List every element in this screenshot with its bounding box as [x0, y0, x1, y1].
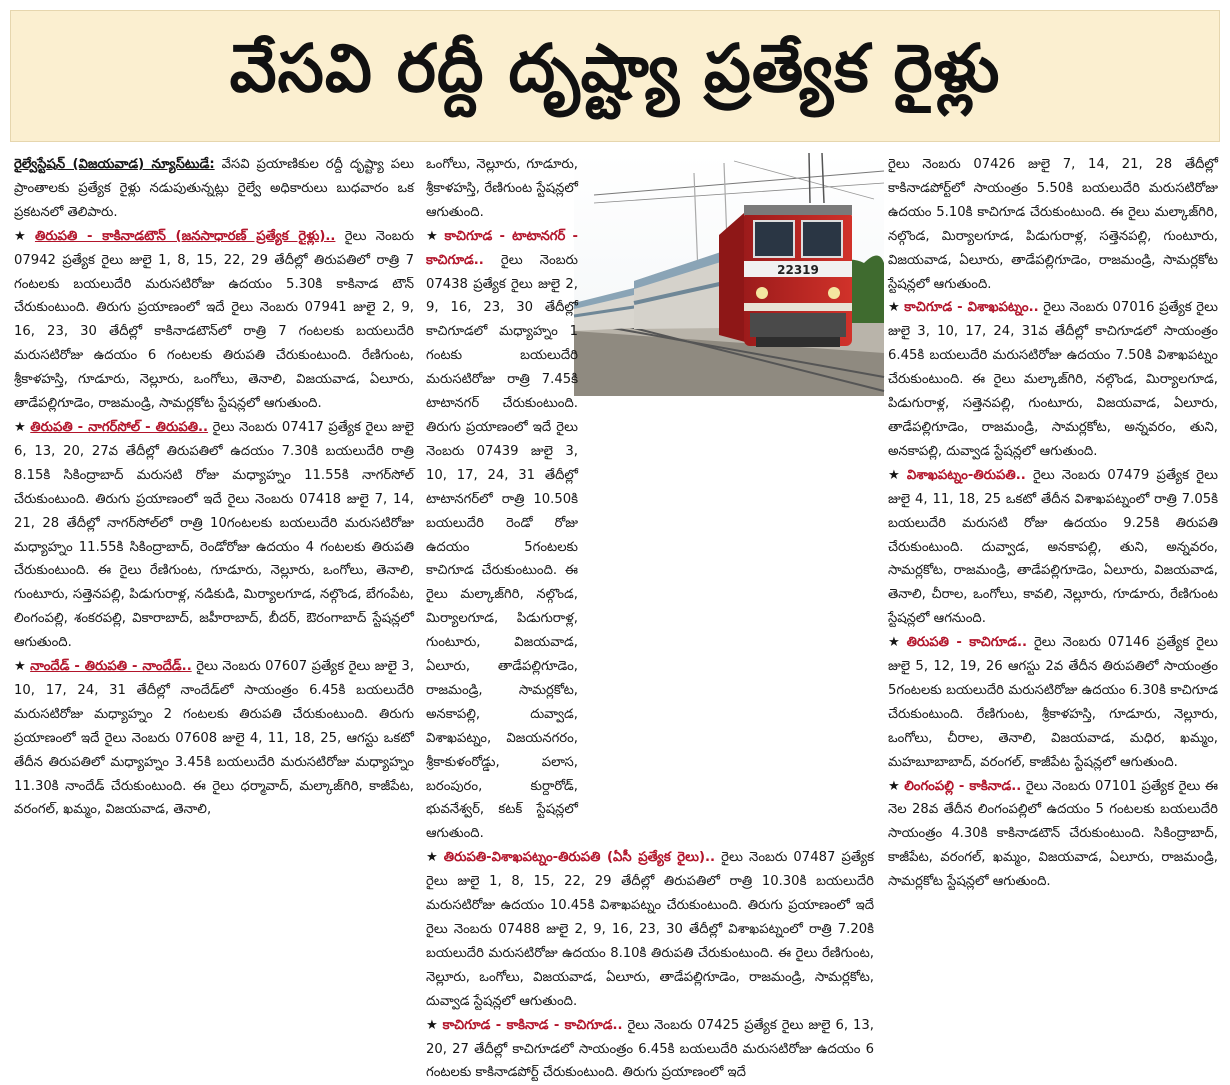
route-heading: కాచిగూడ - కాకినాడ - కాచిగూడ.. [442, 1017, 623, 1033]
section-continuation: రైలు నెంబరు 07426 జులై 7, 14, 21, 28 తేదీల్లో కాకినాడపోర్ట్‌లో సాయంత్రం 5.50కి బయలుదేరి మరుసటిరోజు ఉదయం 5.10కి కాచిగూడ చేరుకుంటుంది. ఈ రైలు మల్కాజ్‌గిరి, నల్గొండ, మిర్యాలగూడ, పిడుగురాళ్ల, సత్తెనపల్లి, గుంటూరు, విజయవాడ, ఏలూరు, తాడేపల్లిగూడెం, రాజమండ్రి, సామర్లకోట స్టేషన్లలో ఆగుతుంది. [888, 157, 1218, 292]
star-icon: ★ [888, 467, 903, 483]
section-text: రైలు నెంబరు 07417 ప్రత్యేక రైలు జులై 6, 13, 20, 27వ తేదీల్లో తిరుపతిలో ఉదయం 7.30కి బయలుదేరి రాత్రి 8.15కి సికింద్రాబాద్ మరుసటి రోజు మధ్యాహ్నం 11.55కి నాగర్‌సోల్ చేరుకుంటుంది. తిరుగు ప్రయాణంలో ఇదే రైలు నెంబరు 07418 జులై 7, 14, 21, 28 తేదీల్లో నాగర్‌సోల్‌లో రాత్రి 10గంటలకు బయలుదేరి మరుసటిరోజు మధ్యాహ్నం 11.55కి సికింద్రాబాద్, రెండోరోజు ఉదయం 4 గంటలకు తిరుపతి చేరుకుంటుంది. ఈ రైలు రేణిగుంట, గూడూరు, నెల్లూరు, ఒంగోలు, తెనాలి, గుంటూరు, సత్తెనపల్లి, పిడుగురాళ్ల, నడికుడి, మిర్యాలగూడ, నల్గొండ, బేగంపేట, లింగంపల్లి, శంకరపల్లి, వికారాబాద్, జహీరాబాద్, బీదర్, ఔరంగాబాద్ స్టేషన్లలో ఆగుతుంది. [14, 419, 414, 651]
section-paragraph [888, 296, 1218, 463]
route-heading: నాందేడ్ - తిరుపతి - నాందేడ్.. [30, 659, 192, 675]
article-column-2 [426, 153, 874, 1081]
star-icon: ★ [14, 659, 27, 675]
section-paragraph [426, 846, 874, 1013]
route-heading: విశాఖపట్నం-తిరుపతి.. [906, 467, 1026, 483]
route-heading: కాచిగూడ - విశాఖపట్నం.. [904, 300, 1039, 316]
star-icon: ★ [14, 228, 31, 244]
section-text: రైలు నెంబరు 07146 ప్రత్యేక రైలు జులై 5, 12, 19, 26 ఆగస్టు 2వ తేదీన తిరుపతిలో సాయంత్రం 5గంటలకు బయలుదేరి మరుసటిరోజు ఉదయం 6.30కి కాచిగూడ చేరుకుంటుంది. రేణిగుంట, శ్రీకాళహస్తి, గూడూరు, నెల్లూరు, ఒంగోలు, చీరాల, తెనాలి, విజయవాడ, మధిర, ఖమ్మం, మహబూబాబాద్, వరంగల్, కాజీపేట స్టేషన్లలో ఆగుతుంది. [888, 635, 1218, 770]
section-text: రైలు నెంబరు 07438 ప్రత్యేక రైలు జులై 2, 9, 16, 23, 30 తేదీల్లో కాచిగూడలో మధ్యాహ్నం 1 గంటకు బయలుదేరి మరుసటిరోజు రాత్రి 7.45కి టాటానగర్ చేరుకుంటుంది. తిరుగు ప్రయాణంలో ఇదే రైలు నెంబరు 07439 జులై 3, 10, 17, 24, 31 తేదీల్లో టాటానగర్‌లో రాత్రి 10.50కి బయలుదేరి రెండో రోజు ఉదయం 5గంటలకు కాచిగూడ చేరుకుంటుంది. ఈ రైలు మల్కాజ్‌గిరి, నల్గొండ, మిర్యాలగూడ, పిడుగురాళ్ల, గుంటూరు, విజయవాడ, ఏలూరు, తాడేపల్లిగూడెం, రాజమండ్రి, సామర్లకోట, అనకాపల్లి, దువ్వాడ, విశాఖపట్నం, విజయనగరం, శ్రీకాకుళంరోడ్డు, పలాస, బరంపురం, కుర్దారోడ్, భువనేశ్వర్, కటక్ స్టేషన్లలో ఆగుతుంది. [426, 252, 578, 842]
star-icon: ★ [888, 778, 901, 794]
section-text: రైలు నెంబరు 07016 ప్రత్యేక రైలు జులై 3, 10, 17, 24, 31వ తేదీల్లో కాచిగూడలో సాయంత్రం 6.45కి బయలుదేరి మరుసటిరోజు ఉదయం 7.50కి విశాఖపట్నం చేరుకుంటుంది. ఈ రైలు మల్కాజ్‌గిరి, నల్గొండ, మిర్యాలగూడ, పిడుగురాళ్ల, సత్తెనపల్లి, గుంటూరు, విజయవాడ, ఏలూరు, తాడేపల్లిగూడెం, రాజమండ్రి, సామర్లకోట, అన్నవరం, తుని, అనకాపల్లి, దువ్వాడ స్టేషన్లలో ఆగుతుంది. [888, 300, 1218, 459]
section-text: రైలు నెంబరు 07942 ప్రత్యేక రైలు జులై 1, 8, 15, 22, 29 తేదీల్లో తిరుపతిలో రాత్రి 7 గంటలకు బయలుదేరి మరుసటిరోజు ఉదయం 5.30కి కాకినాడ టౌన్ చేరుకుంటుంది. తిరుగు ప్రయాణంలో ఇదే రైలు నెంబరు 07941 జులై 2, 9, 16, 23, 30 తేదీల్లో కాకినాడటౌన్‌లో రాత్రి 7 గంటలకు బయలుదేరి మరుసటిరోజు ఉదయం 6 గంటలకు తిరుపతి చేరుకుంటుంది. రేణిగుంట, శ్రీకాళహస్తి, గూడూరు, నెల్లూరు, ఒంగోలు, తెనాలి, విజయవాడ, ఏలూరు, తాడేపల్లిగూడెం, రాజమండ్రి, సామర్లకోట స్టేషన్లలో ఆగుతుంది. [14, 228, 414, 412]
route-heading: లింగంపల్లి - కాకినాడ.. [904, 778, 1022, 794]
section-paragraph [426, 225, 578, 847]
section-text: రైలు నెంబరు 07607 ప్రత్యేక రైలు జులై 3, 10, 17, 24, 31 తేదీల్లో నాందేడ్‌లో సాయంత్రం 6.45కి బయలుదేరి మరుసటిరోజు మధ్యాహ్నం 2 గంటలకు తిరుపతి చేరుకుంటుంది. తిరుగు ప్రయాణంలో ఇదే రైలు నెంబరు 07608 జులై 4, 11, 18, 25, ఆగస్టు ఒకటో తేదీన తిరుపతిలో మధ్యాహ్నం 3.45కి బయలుదేరి మరుసటిరోజు మధ్యాహ్నం 11.30కి నాందేడ్ చేరుకుంటుంది. ఈ రైలు ధర్మావాద్, మల్కాజ్‌గిరి, కాజీపేట, వరంగల్, ఖమ్మం, విజయవాడ, తెనాలి, [14, 659, 415, 818]
section-continuation: ఒంగోలు, నెల్లూరు, గూడూరు, శ్రీకాళహస్తి, రేణిగుంట స్టేషన్లలో ఆగుతుంది. [426, 157, 578, 220]
star-icon: ★ [888, 300, 901, 316]
star-icon: ★ [14, 419, 27, 435]
route-heading: కాచిగూడ - టాటానగర్ - కాచిగూడ.. [426, 228, 579, 268]
route-heading: తిరుపతి - కాచిగూడ.. [906, 635, 1028, 651]
headline-band [10, 10, 1220, 142]
intro-paragraph [14, 153, 414, 225]
route-heading: తిరుపతి - కాకినాడటౌన్ (జనసాధారణ్ ప్రత్యేక రైళ్లు).. [34, 228, 336, 244]
intro-text: వేసవి ప్రయాణికుల రద్దీ దృష్ట్యా పలు ప్రాంతాలకు ప్రత్యేక రైళ్లు నడుపుతున్నట్లు రైల్వే అధికారులు బుధవారం ఒక ప్రకటనలో తెలిపారు. [14, 157, 414, 220]
star-icon: ★ [426, 228, 441, 244]
section-text: రైలు నెంబరు 07479 ప్రత్యేక రైలు జులై 4, 11, 18, 25 ఒకటో తేదీన విశాఖపట్నంలో రాత్రి 7.05కి బయలుదేరి మరుసటి రోజు ఉదయం 9.25కి తిరుపతి చేరుకుంటుంది. దువ్వాడ, అనకాపల్లి, తుని, అన్నవరం, సామర్లకోట, రాజమండ్రి, తాడేపల్లిగూడెం, ఏలూరు, విజయవాడ, తెనాలి, చీరాల, ఒంగోలు, కావలి, నెల్లూరు, గూడూరు, రేణిగుంట స్టేషన్లలో ఆగనుంది. [888, 467, 1218, 627]
section-paragraph [888, 775, 1218, 895]
section-paragraph [888, 464, 1218, 631]
section-paragraph [14, 416, 414, 655]
star-icon: ★ [888, 635, 903, 651]
engine-number: 22319 [777, 263, 819, 277]
route-heading: తిరుపతి-విశాఖపట్నం-తిరుపతి (ఏసీ ప్రత్యేక రైలు).. [443, 850, 716, 866]
section-text: రైలు నెంబరు 07425 ప్రత్యేక రైలు జులై 6, 13, 20, 27 తేదీల్లో కాచిగూడలో సాయంత్రం 6.45కి బయలుదేరి మరుసటిరోజు ఉదయం 6 గంటలకు కాకినాడపోర్ట్ చేరుకుంటుంది. తిరుగు ప్రయాణంలో ఇదే [426, 1017, 874, 1081]
star-icon: ★ [426, 850, 440, 866]
star-icon: ★ [426, 1017, 439, 1033]
section-paragraph [426, 1014, 874, 1085]
section-text: రైలు నెంబరు 07101 ప్రత్యేక రైలు ఈ నెల 28వ తేదీన లింగంపల్లిలో ఉదయం 5 గంటలకు బయలుదేరి సాయంత్రం 4.30కి కాకినాడటౌన్ చేరుకుంటుంది. సికింద్రాబాద్, కాజీపేట, వరంగల్, ఖమ్మం, విజయవాడ, ఏలూరు, రాజమండ్రి, సామర్లకోట స్టేషన్లలో ఆగుతుంది. [888, 778, 1218, 890]
article-column-3 [888, 153, 1218, 890]
section-paragraph [14, 655, 414, 822]
section-text: రైలు నెంబరు 07487 ప్రత్యేక రైలు జులై 1, 8, 15, 22, 29 తేదీల్లో తిరుపతిలో రాత్రి 10.30కి బయలుదేరి మరుసటిరోజు ఉదయం 10.45కి విశాఖపట్నం చేరుకుంటుంది. తిరుగు ప్రయాణంలో ఇదే రైలు నెంబరు 07488 జులై 2, 9, 16, 23, 30 తేదీల్లో విశాఖపట్నంలో రాత్రి 7.20కి బయలుదేరి మరుసటిరోజు ఉదయం 8.10కి తిరుపతి చేరుకుంటుంది. ఈ రైలు రేణిగుంట, నెల్లూరు, ఒంగోలు, విజయవాడ, ఏలూరు, తాడేపల్లిగూడెం, రాజమండ్రి, సామర్లకోట, దువ్వాడ స్టేషన్లలో ఆగుతుంది. [426, 850, 874, 1009]
section-paragraph [14, 225, 414, 416]
route-heading: తిరుపతి - నాగర్‌సోల్ - తిరుపతి.. [30, 419, 209, 435]
article-column-1 [14, 153, 414, 871]
headline: వేసవి రద్దీ దృష్ట్యా ప్రత్యేక రైళ్లు [229, 29, 1001, 107]
section-paragraph [888, 631, 1218, 774]
dateline: రైల్వేస్టేషన్ (విజయవాడ) న్యూస్‌టుడే: [14, 157, 215, 172]
